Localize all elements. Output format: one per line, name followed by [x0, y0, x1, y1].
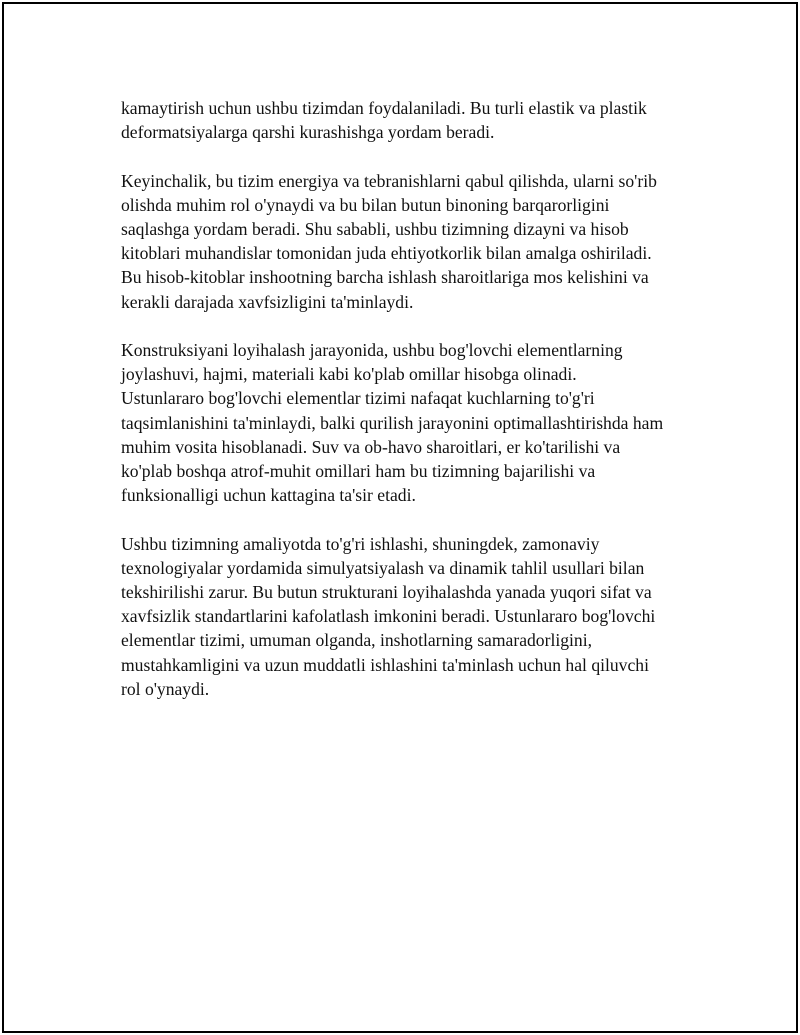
paragraph-3: [121, 338, 693, 507]
page-frame: [2, 2, 798, 1033]
text-line: elementlar tizimi, umuman olganda, inshotlarning samaradorligini,: [121, 630, 593, 651]
text-line: mustahkamligini va uzun muddatli ishlashini ta'minlash uchun hal qiluvchi: [121, 654, 649, 675]
paragraph-4: [121, 532, 693, 701]
text-line: texnologiyalar yordamida simulyatsiyalash va dinamik tahlil usullari bilan: [121, 557, 645, 578]
text-line: Keyinchalik, bu tizim energiya va tebranishlarni qabul qilishda, ularni so'rib: [121, 170, 657, 191]
text-line: saqlashga yordam beradi. Shu sababli, ushbu tizimning dizayni va hisob: [121, 219, 629, 239]
text-line: funksionalligi uchun kattagina ta'sir etadi.: [121, 485, 416, 506]
document-body: [121, 96, 693, 725]
text-line: rol o'ynaydi.: [121, 678, 210, 699]
paragraph-1: [121, 96, 693, 144]
text-line: ko'plab boshqa atrof-muhit omillari ham bu tizimning bajarilishi va: [121, 461, 596, 482]
text-line: deformatsiyalarga qarshi kurashishga yordam beradi.: [121, 122, 495, 143]
text-line: muhim vosita hisoblanadi. Suv va ob-havo sharoitlari, er ko'tarilishi va: [121, 436, 621, 457]
paragraph-2: [121, 169, 693, 314]
text-line: joylashuvi, hajmi, materiali kabi ko'plab omillar hisobga olinadi.: [121, 364, 577, 385]
text-line: Ushbu tizimning amaliyotda to'g'ri ishlashi, shuningdek, zamonaviy: [121, 533, 600, 554]
text-line: kitoblari muhandislar tomonidan juda ehtiyotkorlik bilan amalga oshiriladi.: [121, 243, 652, 264]
text-line: olishda muhim rol o'ynaydi va bu bilan butun binoning barqarorligini: [121, 194, 610, 215]
text-line: kerakli darajada xavfsizligini ta'minlaydi.: [121, 291, 414, 312]
text-line: taqsimlanishini ta'minlaydi, balki qurilish jarayonini optimallashtirishda ham: [121, 412, 664, 433]
text-line: Ustunlararo bog'lovchi elementlar tizimi nafaqat kuchlarning to'g'ri: [121, 388, 595, 409]
text-line: tekshirilishi zarur. Bu butun strukturani loyihalashda yanada yuqori sifat va: [121, 582, 652, 603]
text-line: Bu hisob-kitoblar inshootning barcha ishlash sharoitlariga mos kelishini va: [121, 267, 649, 288]
text-line: Konstruksiyani loyihalash jarayonida, ushbu bog'lovchi elementlarning: [121, 340, 623, 360]
text-line: xavfsizlik standartlarini kafolatlash imkonini beradi. Ustunlararo bog'lovchi: [121, 606, 656, 627]
text-line: kamaytirish uchun ushbu tizimdan foydalaniladi. Bu turli elastik va plastik: [121, 98, 647, 118]
